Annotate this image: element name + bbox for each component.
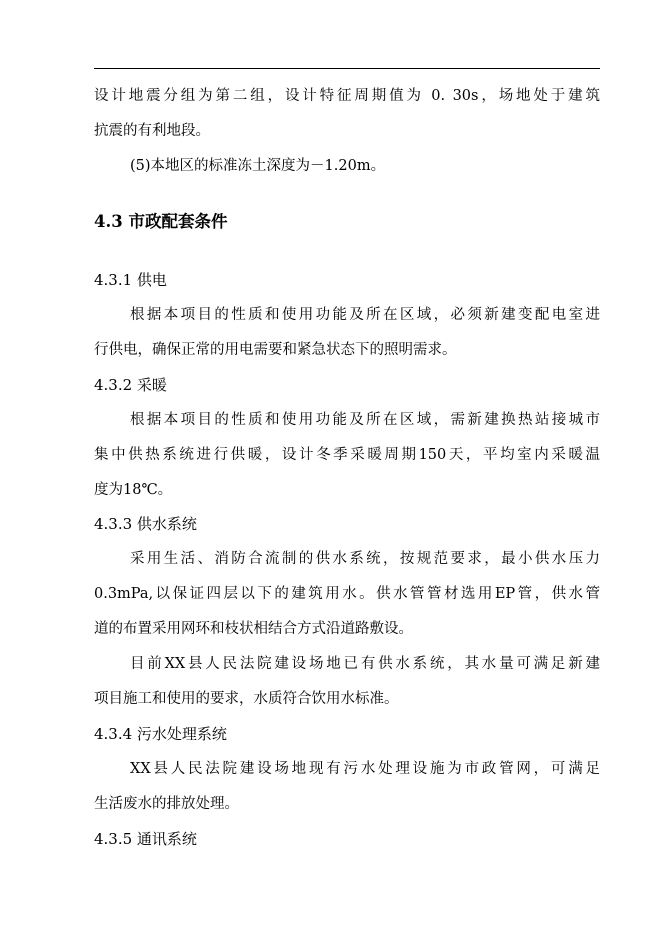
subsection-heading: 4.3.3 供水系统 xyxy=(94,515,197,533)
section-heading: 4.3 市政配套条件 xyxy=(94,212,228,231)
paragraph-line: 0.3mPa,以保证四层以下的建筑用水。供水管管材选用EP管，供水管 xyxy=(94,586,600,602)
subsection-heading: 4.3.5 通讯系统 xyxy=(94,830,197,848)
paragraph-line: 道的布置采用网环和枝状相结合方式沿道路敷设。 xyxy=(94,621,413,637)
paragraph-line: 行供电，确保正常的用电需要和紧急状态下的照明需求。 xyxy=(94,342,457,358)
paragraph-line: 集中供热系统进行供暖，设计冬季采暖周期150天，平均室内采暖温 xyxy=(94,447,600,463)
paragraph-line: 设计地震分组为第二组，设计特征周期值为 0. 30s，场地处于建筑 xyxy=(94,88,600,104)
subsection-heading: 4.3.1 供电 xyxy=(94,271,167,289)
paragraph-line: XX县人民法院建设场地现有污水处理设施为市政管网，可满足 xyxy=(130,761,600,777)
paragraph-line: 项目施工和使用的要求，水质符合饮用水标准。 xyxy=(94,691,399,707)
paragraph-line: 目前XX县人民法院建设场地已有供水系统，其水量可满足新建 xyxy=(130,656,600,672)
subsection-heading: 4.3.2 采暖 xyxy=(94,376,167,394)
paragraph-line: (5)本地区的标准冻土深度为－1.20m。 xyxy=(130,158,386,174)
paragraph-line: 生活废水的排放处理。 xyxy=(94,796,239,812)
paragraph-line: 根据本项目的性质和使用功能及所在区域，必须新建变配电室进 xyxy=(130,307,600,323)
paragraph-line: 采用生活、消防合流制的供水系统，按规范要求，最小供水压力 xyxy=(130,551,600,567)
paragraph-line: 根据本项目的性质和使用功能及所在区域，需新建换热站接城市 xyxy=(130,412,600,428)
subsection-heading: 4.3.4 污水处理系统 xyxy=(94,725,227,743)
paragraph-line: 抗震的有利地段。 xyxy=(94,123,210,139)
header-rule xyxy=(94,68,600,69)
paragraph-line: 度为18℃。 xyxy=(94,482,173,498)
